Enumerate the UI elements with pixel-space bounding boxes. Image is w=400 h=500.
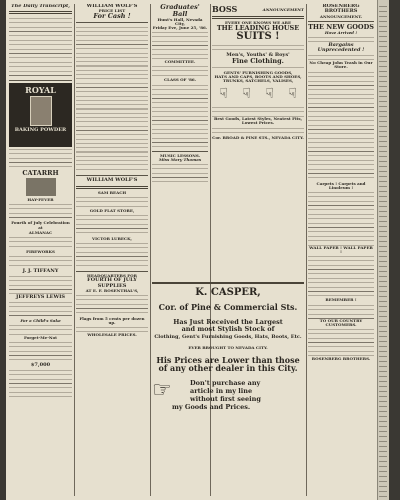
ad-text bbox=[152, 83, 208, 149]
edge-tick bbox=[379, 481, 387, 482]
edge-tick bbox=[379, 206, 387, 207]
wholesale: WHOLESALE PRICES. bbox=[87, 332, 137, 338]
carpets: Carpets ! Carpets and Linoleum ! bbox=[316, 180, 366, 190]
edge-tick bbox=[379, 381, 387, 382]
edge-tick bbox=[379, 146, 387, 147]
edge-tick bbox=[379, 41, 387, 42]
hats-line: HATS AND CAPS, BOOTS AND SHOES, bbox=[214, 73, 302, 79]
edge-tick bbox=[379, 101, 387, 102]
edge-tick bbox=[379, 466, 387, 467]
headquarters: HEADQUARTERS FOR bbox=[87, 273, 137, 279]
edge-tick bbox=[379, 106, 387, 107]
edge-tick bbox=[379, 126, 387, 127]
news-text bbox=[9, 323, 72, 335]
edge-tick bbox=[379, 296, 387, 297]
wolf-heading: WILLIAM WOLF'S bbox=[86, 4, 138, 9]
edge-tick bbox=[379, 321, 387, 322]
casper-article: article in my line bbox=[190, 386, 253, 395]
class-year: CLASS OF '86. bbox=[163, 77, 197, 83]
news-text bbox=[9, 340, 72, 362]
edge-tick bbox=[379, 341, 387, 342]
new-goods: THE NEW GOODS bbox=[308, 22, 374, 31]
edge-tick bbox=[379, 61, 387, 62]
casper-line4: EVER BROUGHT TO NEVADA CITY. bbox=[188, 344, 268, 350]
ad-text bbox=[308, 190, 374, 246]
edge-tick bbox=[379, 451, 387, 452]
ad-text bbox=[152, 64, 208, 78]
edge-tick bbox=[379, 131, 387, 132]
edge-tick bbox=[379, 431, 387, 432]
newspaper-page bbox=[6, 0, 389, 500]
edge-tick bbox=[379, 361, 387, 362]
ad-text bbox=[152, 162, 208, 182]
catarrh-ad-title: CATARRH bbox=[22, 169, 59, 178]
fireworks: FIREWORKS bbox=[26, 249, 55, 255]
casper-line3: Clothing, Gent's Furnishing Goods, Hats, Boots, Etc. bbox=[154, 333, 302, 340]
edge-tick bbox=[379, 111, 387, 112]
edge-tick bbox=[379, 151, 387, 152]
childs-sake: For a Child's Sake bbox=[20, 318, 61, 324]
edge-tick bbox=[379, 81, 387, 82]
ad-text bbox=[308, 303, 374, 319]
casper-corner: Cor. of Pine & Commercial Sts. bbox=[158, 301, 298, 312]
edge-tick bbox=[379, 121, 387, 122]
price-list: PRICE LIST bbox=[98, 8, 126, 14]
ad-text bbox=[76, 195, 148, 209]
edge-tick bbox=[379, 116, 387, 117]
gold-flat-store: GOLD FLAT STORE, bbox=[89, 207, 135, 213]
news-text bbox=[9, 16, 72, 78]
edge-tick bbox=[379, 6, 387, 7]
rosenberg-firm: ROSENBERG BROTHERS bbox=[322, 4, 360, 15]
tiffany-ad: J. J. TIFFANY bbox=[22, 268, 59, 275]
edge-tick bbox=[379, 76, 387, 77]
column-4 bbox=[212, 4, 304, 276]
edge-tick bbox=[379, 276, 387, 277]
news-text bbox=[9, 300, 72, 318]
edge-tick bbox=[379, 486, 387, 487]
edge-tick bbox=[379, 471, 387, 472]
edge-tick bbox=[379, 336, 387, 337]
edge-tick bbox=[379, 441, 387, 442]
edge-tick bbox=[379, 21, 387, 22]
news-text bbox=[9, 254, 72, 268]
boss-address: Cor. BROAD & PINE STS., NEVADA CITY. bbox=[212, 134, 304, 140]
casper-ad bbox=[152, 282, 304, 496]
ad-text bbox=[308, 327, 374, 357]
almanac: ALMANAC bbox=[28, 230, 53, 236]
arrived: Have Arrived ! bbox=[324, 29, 358, 35]
ad-text bbox=[308, 254, 374, 298]
edge-tick bbox=[379, 161, 387, 162]
edge-tick bbox=[379, 421, 387, 422]
edge-tick bbox=[379, 311, 387, 312]
casper-line5: His Prices are Lower than those bbox=[156, 354, 300, 365]
flags-line: Flags from 5 cents per dozen up. bbox=[79, 315, 145, 326]
casper-line2: and most Stylish Stock of bbox=[181, 324, 275, 333]
edge-tick bbox=[379, 31, 387, 32]
edge-tick bbox=[379, 201, 387, 202]
casper-without: without first seeing bbox=[190, 394, 261, 403]
edge-tick bbox=[379, 16, 387, 17]
edge-tick bbox=[379, 136, 387, 137]
column-5 bbox=[308, 4, 374, 494]
everyone-line: EVERY ONE KNOWS WE ARE bbox=[224, 20, 292, 25]
edge-tick bbox=[379, 461, 387, 462]
edge-tick bbox=[379, 351, 387, 352]
edge-tick bbox=[379, 391, 387, 392]
edge-tick bbox=[379, 371, 387, 372]
edge-tick bbox=[379, 166, 387, 167]
column-1 bbox=[9, 4, 72, 494]
price-list-table bbox=[76, 25, 148, 173]
edge-tick bbox=[379, 291, 387, 292]
pointing-hand-icon: ☟ bbox=[265, 86, 274, 103]
royal-product: BAKING POWDER bbox=[14, 127, 67, 134]
lowest-line: Best Goods, Latest Styles, Neatest Fits, Lowest Prices. bbox=[214, 116, 302, 126]
rosenberg-announcement: ANNOUNCEMENT. bbox=[319, 13, 363, 19]
announcement: ANNOUNCEMENT bbox=[262, 6, 304, 12]
suits: SUITS ! bbox=[236, 31, 280, 42]
edge-tick bbox=[379, 426, 387, 427]
edge-tick bbox=[379, 406, 387, 407]
trunks-line: TRUNKS, SATCHELS, VALISES, bbox=[222, 77, 294, 83]
edge-tick bbox=[379, 36, 387, 37]
forget-me-not: Forget-Me-Not bbox=[23, 335, 58, 341]
bargains: Bargains Unprecedented ! bbox=[317, 41, 365, 53]
edge-tick bbox=[379, 181, 387, 182]
casper-line1: Has Just Received the Largest bbox=[173, 317, 283, 326]
edge-tick bbox=[379, 86, 387, 87]
news-text bbox=[9, 368, 72, 398]
edge-tick bbox=[379, 231, 387, 232]
rosenberg-sign: ROSENBERG BROTHERS. bbox=[311, 355, 371, 361]
adjacent-page-edge bbox=[377, 0, 389, 500]
for-cash: For Cash ! bbox=[93, 12, 131, 21]
edge-tick bbox=[379, 141, 387, 142]
royal-baking-powder-ad bbox=[9, 83, 72, 147]
edge-tick bbox=[379, 211, 387, 212]
teacher: Miss Mary Thomas bbox=[158, 156, 202, 162]
edge-tick bbox=[379, 286, 387, 287]
casper-my: my Goods and Prices. bbox=[172, 402, 251, 411]
edge-tick bbox=[379, 411, 387, 412]
wolf-footer: WILLIAM WOLF'S bbox=[86, 177, 138, 184]
ad-text bbox=[76, 213, 148, 237]
edge-tick bbox=[379, 191, 387, 192]
edge-tick bbox=[379, 396, 387, 397]
edge-tick bbox=[379, 266, 387, 267]
edge-tick bbox=[379, 496, 387, 497]
pointing-hand-icon: ☟ bbox=[288, 86, 297, 103]
gents-line: GENTS' FURNISHING GOODS, bbox=[223, 69, 293, 75]
edge-tick bbox=[379, 46, 387, 47]
edge-tick bbox=[379, 186, 387, 187]
firm-name: BOSS bbox=[212, 4, 238, 14]
sam-beach: SAM BEACH bbox=[97, 189, 127, 195]
edge-tick bbox=[379, 386, 387, 387]
news-text bbox=[9, 202, 72, 220]
edge-tick bbox=[379, 71, 387, 72]
news-text bbox=[9, 235, 72, 249]
pointing-hand-icon: ☟ bbox=[242, 86, 251, 103]
hall-subhead: Hunt's Hall, Nevada City, bbox=[157, 16, 203, 26]
pointing-hand-icon: ☞ bbox=[152, 377, 172, 403]
price: $7,000 bbox=[30, 362, 51, 369]
fourth-heading: Fourth of July Celebration at bbox=[11, 220, 70, 231]
ad-text bbox=[308, 70, 374, 182]
remember: REMEMBER ! bbox=[325, 297, 357, 303]
edge-tick bbox=[379, 491, 387, 492]
no-cheap: No Cheap John Trash in Our Store. bbox=[309, 60, 373, 70]
edge-tick bbox=[379, 171, 387, 172]
mens-line: Men's, Youths' & Boys' bbox=[226, 51, 290, 58]
baking-powder-can-icon bbox=[30, 96, 52, 126]
edge-tick bbox=[379, 416, 387, 417]
casper-dont: Don't purchase any bbox=[190, 378, 261, 387]
victor-lubeck: VICTOR LUBECK, bbox=[92, 235, 132, 241]
country-customers: TO OUR COUNTRY CUSTOMERS. bbox=[319, 317, 363, 327]
edge-tick bbox=[379, 376, 387, 377]
edge-tick bbox=[379, 196, 387, 197]
edge-tick bbox=[379, 251, 387, 252]
pointing-hand-icon: ☟ bbox=[219, 86, 228, 103]
edge-tick bbox=[379, 446, 387, 447]
fourth-supplies: FOURTH OF JULY SUPPLIES bbox=[87, 277, 137, 289]
graduates-ball-title: Graduates' Ball bbox=[160, 4, 200, 18]
casper-name: K. CASPER, bbox=[195, 287, 261, 298]
edge-tick bbox=[379, 356, 387, 357]
edge-tick bbox=[379, 26, 387, 27]
column-rule bbox=[74, 4, 75, 496]
masthead: The Daily Transcript, bbox=[10, 4, 71, 9]
edge-tick bbox=[379, 246, 387, 247]
jeffreys-lewis-ad: JEFFREYS LEWIS bbox=[15, 294, 66, 301]
ad-text bbox=[212, 43, 304, 53]
hand-row bbox=[212, 87, 304, 101]
edge-tick bbox=[379, 56, 387, 57]
edge-tick bbox=[379, 176, 387, 177]
column-rule bbox=[150, 4, 151, 496]
edge-tick bbox=[379, 261, 387, 262]
edge-tick bbox=[379, 326, 387, 327]
royal-brand: ROYAL bbox=[25, 85, 56, 96]
edge-tick bbox=[379, 331, 387, 332]
edge-tick bbox=[379, 401, 387, 402]
edge-tick bbox=[379, 96, 387, 97]
casper-line6: of any other dealer in this City. bbox=[158, 363, 298, 374]
edge-tick bbox=[379, 366, 387, 367]
edge-tick bbox=[379, 221, 387, 222]
edge-tick bbox=[379, 11, 387, 12]
edge-tick bbox=[379, 281, 387, 282]
edge-tick bbox=[379, 301, 387, 302]
ad-text bbox=[152, 30, 208, 60]
edge-tick bbox=[379, 241, 387, 242]
column-2 bbox=[76, 4, 148, 494]
edge-tick bbox=[379, 256, 387, 257]
committee: COMMITTEE. bbox=[164, 59, 196, 65]
edge-tick bbox=[379, 476, 387, 477]
edge-tick bbox=[379, 51, 387, 52]
edge-tick bbox=[379, 216, 387, 217]
music-lessons: MUSIC LESSONS. bbox=[159, 152, 201, 158]
fine-clothing: Fine Clothing. bbox=[232, 56, 284, 65]
catarrh-illustration-icon bbox=[26, 178, 56, 196]
wall-paper: WALL PAPER ! WALL PAPER ! bbox=[309, 244, 373, 255]
edge-tick bbox=[379, 226, 387, 227]
edge-tick bbox=[379, 456, 387, 457]
ball-date: Friday Eve, June 25, '86. bbox=[152, 25, 208, 30]
ad-text bbox=[76, 293, 148, 317]
edge-tick bbox=[379, 316, 387, 317]
hay-fever: HAY-FEVER bbox=[27, 197, 54, 203]
ad-text bbox=[76, 241, 148, 269]
edge-tick bbox=[379, 436, 387, 437]
at-store: AT E. F. ROSENTHAL'S, bbox=[85, 287, 139, 293]
leading-house: THE LEADING HOUSE bbox=[216, 24, 300, 33]
ad-text bbox=[212, 126, 304, 136]
edge-tick bbox=[379, 346, 387, 347]
news-text bbox=[9, 147, 72, 169]
edge-tick bbox=[379, 66, 387, 67]
edge-tick bbox=[379, 236, 387, 237]
edge-tick bbox=[379, 156, 387, 157]
edge-tick bbox=[379, 271, 387, 272]
edge-tick bbox=[379, 91, 387, 92]
edge-tick bbox=[379, 306, 387, 307]
news-text bbox=[9, 274, 72, 294]
column-rule bbox=[306, 4, 307, 496]
